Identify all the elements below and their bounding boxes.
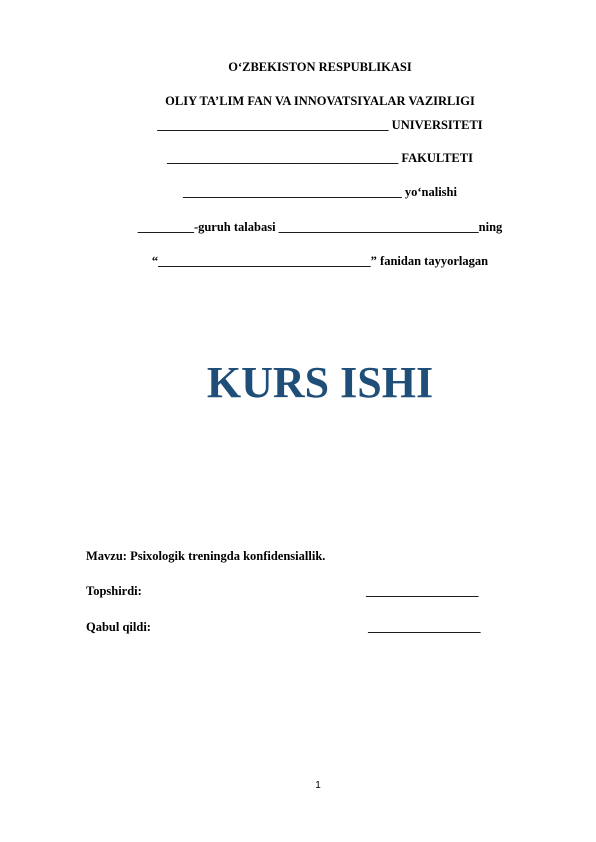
submitted-signature-line: __________________ [366, 584, 479, 598]
faculty-line: _____________________________________ FAKULTETI [167, 151, 473, 165]
direction-line: ___________________________________ yo‘nalishi [183, 185, 457, 199]
subject-line: “__________________________________” fanidan tayyorlagan [151, 254, 489, 268]
republic-heading: O‘ZBEKISTON RESPUBLIKASI [228, 60, 412, 74]
document-title: KURS ISHI [206, 358, 434, 407]
ministry-heading: OLIY TA’LIM FAN VA INNOVATSIYALAR VAZIRLIGI [165, 94, 475, 108]
submitted-label: Topshirdi: [86, 584, 142, 598]
accepted-signature-line: __________________ [368, 620, 481, 634]
topic-line: Mavzu: Psixologik treningda konfidensiallik. [86, 549, 326, 563]
page-number: 1 [315, 780, 321, 791]
accepted-label: Qabul qildi: [86, 620, 151, 634]
student-line: _________-guruh talabasi ________________________________ning [137, 220, 503, 234]
university-line: _____________________________________ UNIVERSITETI [157, 118, 483, 132]
